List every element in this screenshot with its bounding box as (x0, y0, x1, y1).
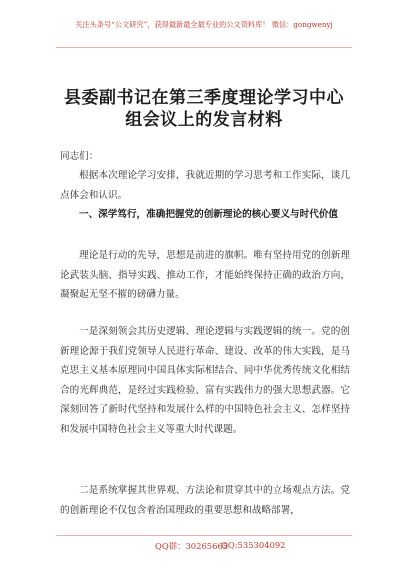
body-paragraph-3-text: 二是系统掌握其世界观、方法论和贯穿其中的立场观点方法。党的创新理论不仅包含着治国理政的重要思想和战略部署， (60, 485, 350, 516)
section-heading-1-text: 一、深学笃行，准确把握党的创新理论的核心要义与时代价值 (79, 209, 339, 220)
intro-text: 根据本次理论学习安排，我就近期的学习思考和工作实际，谈几点体会和认识。 (60, 170, 350, 201)
body-paragraph-1-text: 理论是行动的先导，思想是前进的旗帜。唯有坚持用党的创新理论武装头脑、指导实践、推动工作，才能始终保持正确的政治方向，凝聚起无坚不摧的磅礴力量。 (60, 250, 350, 301)
footer-divider (56, 535, 352, 536)
footer-qq-group: QQ群：30265665 (155, 541, 229, 551)
header-notice: 关注头条号“公文研究”，获得最新最全最专业的公文资料库！ 微信：gongwenyj (75, 20, 333, 29)
body-paragraph-2 (60, 322, 350, 440)
document-title-line-2: 组会议上的发言材料 (125, 110, 283, 130)
section-heading-1 (60, 205, 350, 225)
intro-paragraph (60, 166, 350, 205)
body-paragraph-1 (60, 246, 350, 305)
body-paragraph-2-text: 一是深刻领会其历史逻辑、理论逻辑与实践逻辑的统一。党的创新理论源于我们党领导人民进行革命、建设、改革的伟大实践，是马克思主义基本原理同中国具体实际相结合、同中华优秀传统文化相结合的光辉典范，是经过实践检验、富有实践伟力的强大思想武器。它深刻回答了新时代坚持和发展什么样的中国特色社会主义、怎样坚持和发展中国特色社会主义等重大时代课题。 (60, 326, 350, 435)
document-title-line-1: 县委副书记在第三季度理论学习中心 (64, 88, 344, 108)
header-divider (56, 47, 352, 48)
salutation: 同志们： (60, 151, 99, 162)
footer-qq-number: QQ:535304092 (221, 540, 286, 550)
body-paragraph-3 (60, 481, 350, 520)
